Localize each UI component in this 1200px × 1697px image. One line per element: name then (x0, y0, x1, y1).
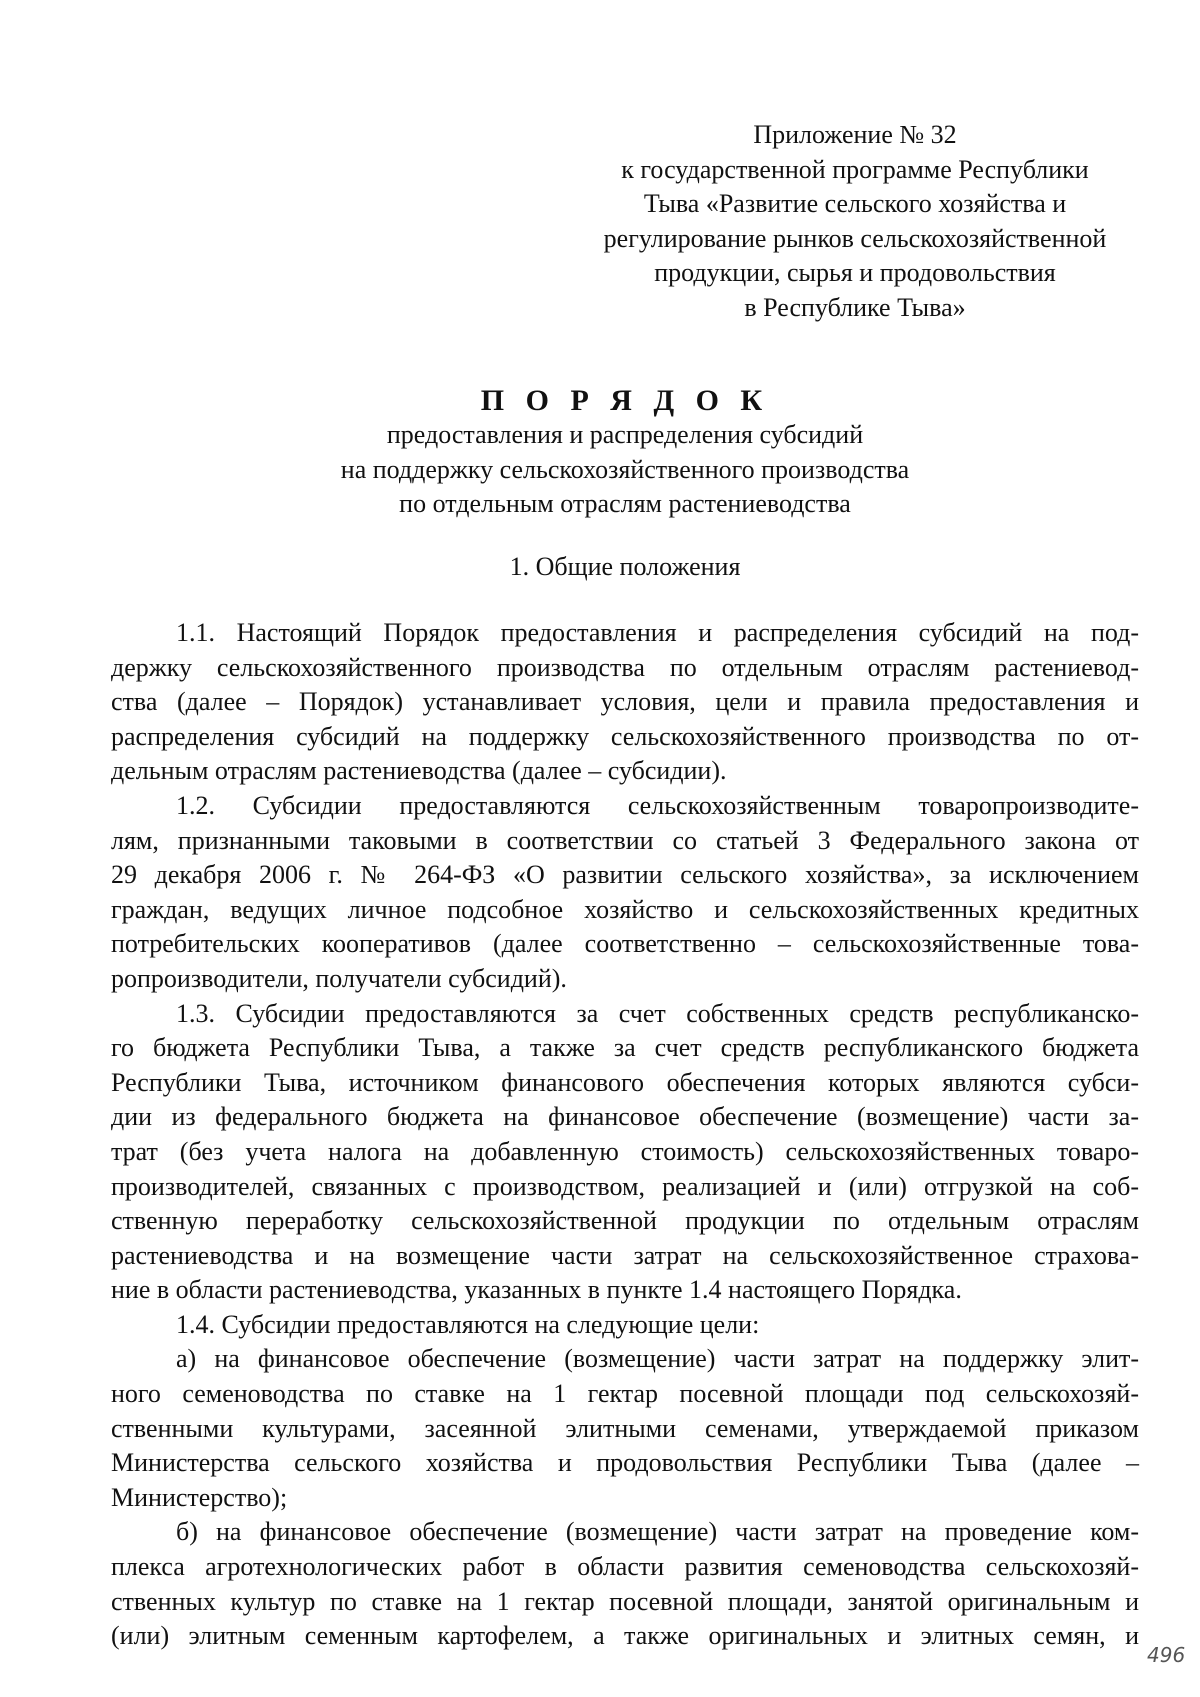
paragraph-line: Министерства сельского хозяйства и продовольствия Республики Тыва (далее – (111, 1448, 1139, 1478)
paragraph-line: распределения субсидий на поддержку сельскохозяйственного производства по от- (111, 721, 1139, 751)
appendix-line: Приложение № 32 (753, 120, 957, 149)
paragraph-line: потребительских кооперативов (далее соответственно – сельскохозяйственные това- (111, 929, 1139, 959)
paragraph-line: дии из федерального бюджета на финансовое обеспечение (возмещение) части за- (111, 1102, 1139, 1132)
paragraph-line: 1.2. Субсидии предоставляются сельскохозяйственным товаропроизводите- (176, 790, 1139, 820)
paragraph-line: ние в области растениеводства, указанных в пункте 1.4 настоящего Порядка. (111, 1275, 962, 1305)
subtitle-line: по отдельным отраслям растениеводства (399, 489, 851, 518)
paragraph-line: дельным отраслям растениеводства (далее – субсидии). (111, 756, 727, 786)
appendix-header (560, 118, 1150, 325)
paragraph-line: ственных культур по ставке на 1 гектар посевной площади, занятой оригинальным и (111, 1586, 1139, 1616)
appendix-line: Тыва «Развитие сельского хозяйства и (643, 189, 1067, 218)
appendix-line: в Республике Тыва» (744, 292, 966, 322)
document-subtitle (100, 418, 1150, 522)
paragraph-line: 1.1. Настоящий Порядок предоставления и распределения субсидий на под- (176, 618, 1139, 647)
document-body (111, 616, 1139, 1654)
paragraph-line: 1.4. Субсидии предоставляются на следующие цели: (176, 1309, 760, 1339)
appendix-line: продукции, сырья и продовольствия (654, 258, 1056, 287)
paragraph-line: а) на финансовое обеспечение (возмещение) части затрат на поддержку элит- (176, 1344, 1139, 1374)
appendix-line: регулирование рынков сельскохозяйственной (603, 223, 1107, 253)
paragraph-line: го бюджета Республики Тыва, а также за счет средств республиканского бюджета (111, 1033, 1139, 1063)
paragraph-line: ропроизводители, получатели субсидий). (111, 963, 567, 993)
paragraph-line: 1.3. Субсидии предоставляются за счет собственных средств республиканско- (176, 998, 1139, 1028)
paragraph-line: производителей, связанных с производством, реализацией и (или) отгрузкой на соб- (111, 1171, 1139, 1201)
paragraph-line: Министерство); (111, 1482, 288, 1512)
subtitle-line: на поддержку сельскохозяйственного производства (340, 454, 910, 484)
page-number: 496 (1147, 1643, 1186, 1667)
paragraph-line: ственными культурами, засеянной элитными семенами, утверждаемой приказом (111, 1413, 1139, 1443)
paragraph-line: ственную переработку сельскохозяйственной продукции по отдельным отраслям (111, 1206, 1139, 1236)
paragraph-line: ного семеноводства по ставке на 1 гектар посевной площади под сельскохозяй- (111, 1379, 1139, 1409)
paragraph-line: б) на финансовое обеспечение (возмещение) части затрат на проведение ком- (176, 1517, 1139, 1547)
section-heading: 1. Общие положения (509, 552, 741, 581)
paragraph-line: Республики Тыва, источником финансового обеспечения которых являются субси- (111, 1067, 1139, 1097)
paragraph-line: граждан, ведущих личное подсобное хозяйство и сельскохозяйственных кредитных (111, 894, 1139, 924)
paragraph-line: трат (без учета налога на добавленную стоимость) сельскохозяйственных товаро- (111, 1136, 1139, 1166)
paragraph-line: лям, признанными таковыми в соответствии со статьей 3 Федерального закона от (111, 825, 1139, 855)
paragraph-line: ства (далее – Порядок) устанавливает условия, цели и правила предоставления и (111, 687, 1139, 717)
document-title: П О Р Я Д О К (480, 384, 770, 417)
paragraph-line: держку сельскохозяйственного производства по отдельным отраслям растениевод- (111, 652, 1139, 682)
subtitle-line: предоставления и распределения субсидий (386, 420, 864, 449)
paragraph-line: растениеводства и на возмещение части затрат на сельскохозяйственное страхова- (111, 1240, 1139, 1270)
paragraph-line: плекса агротехнологических работ в области развития семеноводства сельскохозяй- (111, 1552, 1139, 1582)
appendix-line: к государственной программе Республики (621, 154, 1089, 184)
paragraph-line: (или) элитным семенным картофелем, а также оригинальных и элитных семян, и (111, 1621, 1139, 1651)
paragraph-line: 29 декабря 2006 г. № 264-ФЗ «О развитии сельского хозяйства», за исключением (111, 860, 1139, 890)
